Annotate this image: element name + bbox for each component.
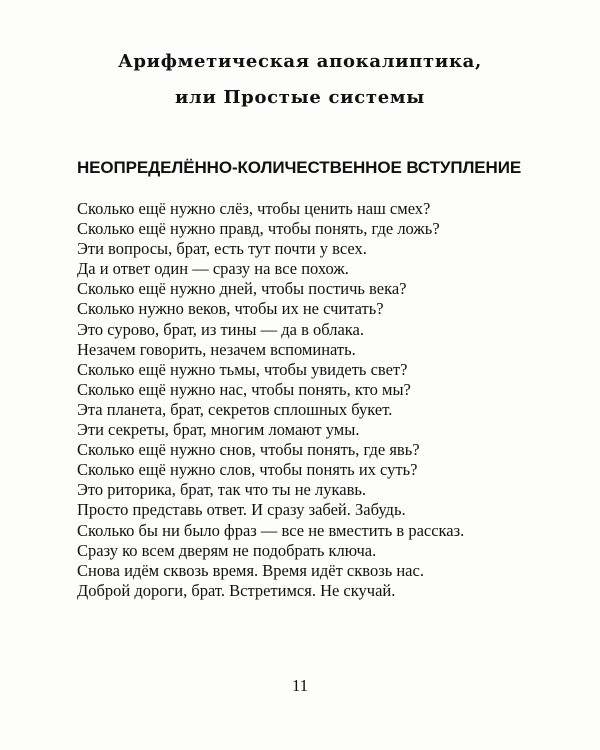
page-number: 11 bbox=[291, 676, 309, 695]
poem-line: Эти секреты, брат, многим ломают умы. bbox=[77, 420, 360, 440]
poem-line: Сколько ещё нужно правд, чтобы понять, где ложь? bbox=[77, 219, 440, 239]
poem-line: Эти вопросы, брат, есть тут почти у всех. bbox=[77, 239, 367, 259]
page-title bbox=[0, 44, 600, 116]
poem-line: Сколько ещё нужно слов, чтобы понять их суть? bbox=[77, 460, 418, 480]
poem-line: Сколько ещё нужно снов, чтобы понять, где явь? bbox=[77, 440, 420, 460]
poem-line: Сколько нужно веков, чтобы их не считать? bbox=[77, 299, 384, 319]
poem-line: Сколько ещё нужно тьмы, чтобы увидеть свет? bbox=[77, 359, 408, 379]
poem-line: Это сурово, брат, из тины — да в облака. bbox=[77, 319, 365, 339]
poem-line: Да и ответ один — сразу на все похож. bbox=[77, 259, 349, 279]
poem-line: Сколько бы ни было фраз — все не вместить в рассказ. bbox=[77, 520, 465, 540]
poem-line: Снова идём сквозь время. Время идёт сквозь нас. bbox=[77, 560, 424, 580]
section-heading: НЕОПРЕДЕЛЁННО-КОЛИЧЕСТВЕННОЕ ВСТУПЛЕНИЕ bbox=[77, 158, 522, 177]
poem-line: Сколько ещё нужно дней, чтобы постичь века? bbox=[77, 279, 407, 299]
poem-line: Сколько ещё нужно нас, чтобы понять, кто мы? bbox=[77, 379, 411, 399]
title-line-1: Арифметическая апокалиптика, bbox=[118, 51, 482, 72]
poem-text bbox=[77, 199, 464, 601]
poem-line: Доброй дороги, брат. Встретимся. Не скучай. bbox=[77, 580, 396, 600]
poem-line: Сразу ко всем дверям не подобрать ключа. bbox=[77, 540, 377, 560]
poem-line: Сколько ещё нужно слёз, чтобы ценить наш смех? bbox=[77, 199, 431, 218]
poem-line: Это риторика, брат, так что ты не лукавь. bbox=[77, 480, 367, 500]
poem-line: Просто представь ответ. И сразу забей. Забудь. bbox=[77, 500, 406, 520]
poem-line: Незачем говорить, незачем вспоминать. bbox=[77, 339, 356, 359]
title-line-2: или Простые системы bbox=[175, 87, 425, 108]
poem-line: Эта планета, брат, секретов сплошных букет. bbox=[77, 399, 393, 419]
